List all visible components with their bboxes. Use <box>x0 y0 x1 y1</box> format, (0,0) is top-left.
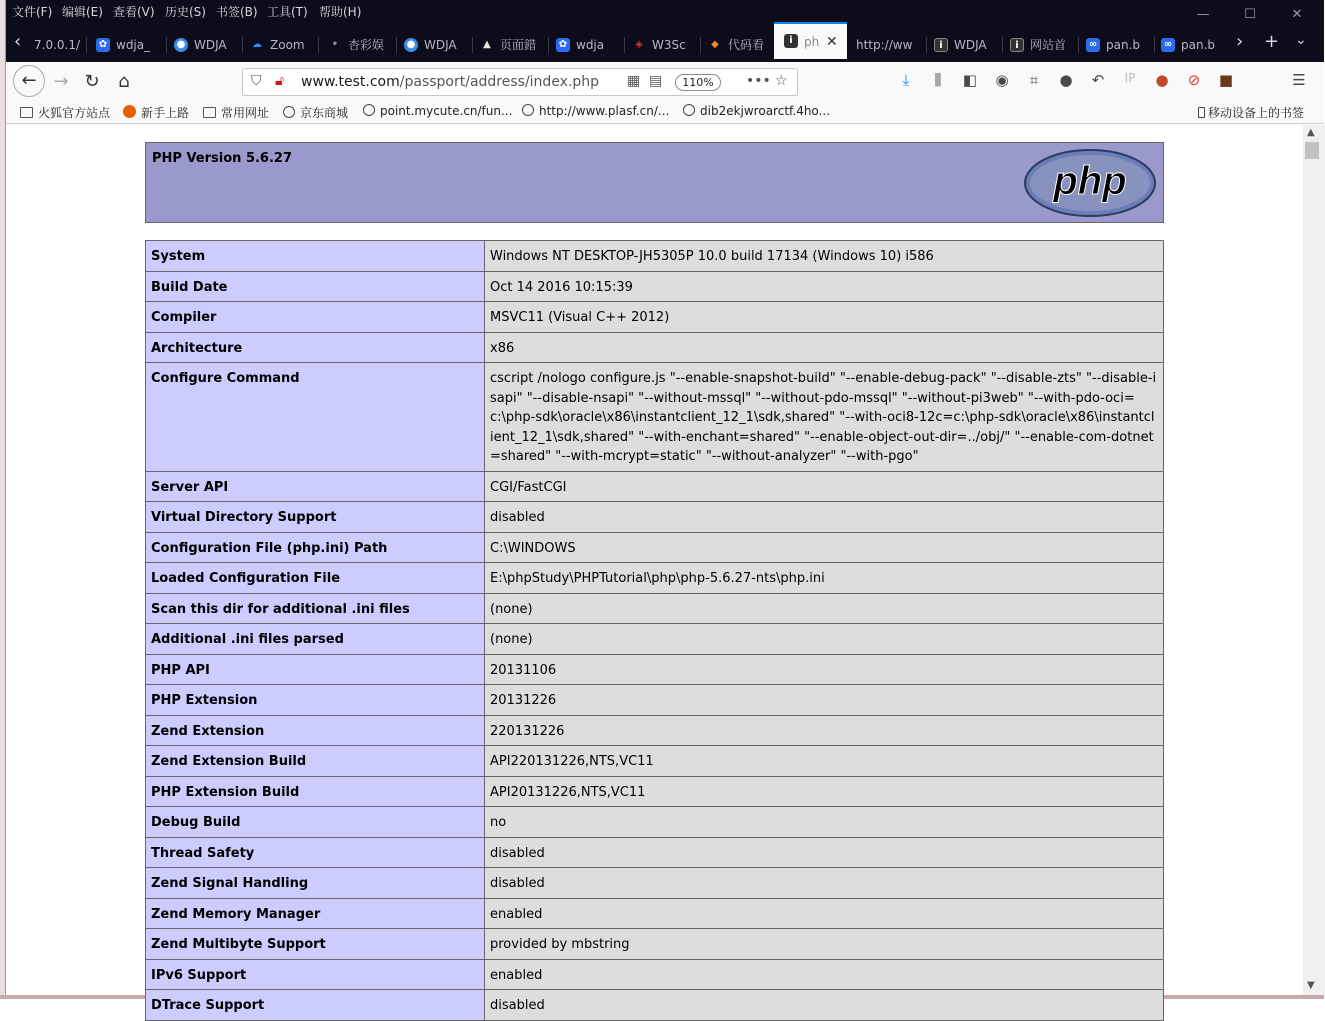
reload-icon[interactable]: ↻ <box>84 71 100 92</box>
baidu-icon: ∞ <box>1161 38 1175 52</box>
info-label: DTrace Support <box>146 990 485 1021</box>
tab-separator <box>86 37 87 53</box>
info-value: 20131226 <box>485 685 1164 716</box>
tab-title: 杏彩娱 <box>348 38 385 52</box>
url-text <box>301 74 599 90</box>
folder-icon <box>203 107 216 118</box>
w3-icon: ◈ <box>635 39 643 50</box>
bookmark-item[interactable] <box>20 104 110 121</box>
info-label: Configuration File (php.ini) Path <box>146 532 485 563</box>
menu-bookmarks[interactable]: 书签(B) <box>216 5 258 19</box>
php-version-title: PHP Version 5.6.27 <box>152 151 293 166</box>
tab-active[interactable] <box>774 22 847 59</box>
info-row <box>146 593 1164 624</box>
bookmark-item[interactable] <box>363 104 512 118</box>
tab-9[interactable] <box>632 30 692 60</box>
folder-icon <box>20 107 33 118</box>
info-value: Windows NT DESKTOP-JH5305P 10.0 build 17134 (Windows 10) i586 <box>485 241 1164 272</box>
info-label: Scan this dir for additional .ini files <box>146 593 485 624</box>
url-path: /passport/address/index.php <box>399 74 600 90</box>
tab-7[interactable] <box>480 30 540 60</box>
new-tab-icon[interactable]: + <box>1264 31 1280 52</box>
globe-icon <box>283 106 295 118</box>
info-row <box>146 898 1164 929</box>
info-row <box>146 746 1164 777</box>
mobile-device-icon <box>1198 107 1205 118</box>
bookmark-item[interactable] <box>123 104 189 121</box>
info-row <box>146 990 1164 1021</box>
info-row <box>146 929 1164 960</box>
bookmark-star-icon[interactable]: ☆ <box>775 73 788 89</box>
library-icon[interactable]: ⫼ <box>934 71 942 89</box>
info-label: Compiler <box>146 302 485 333</box>
info-label: Zend Extension <box>146 715 485 746</box>
paw-icon: ✿ <box>96 38 110 52</box>
browser-window <box>5 0 1324 1013</box>
tab-title: pan.b <box>1181 38 1216 52</box>
forward-arrow-icon[interactable]: → <box>53 71 69 92</box>
home-icon[interactable]: ⌂ <box>118 71 130 92</box>
info-label: PHP Extension Build <box>146 776 485 807</box>
info-value: MSVC11 (Visual C++ 2012) <box>485 302 1164 333</box>
cloud-icon: ☁ <box>252 39 262 50</box>
info-label: Zend Multibyte Support <box>146 929 485 960</box>
tab-title: WDJA <box>424 38 457 52</box>
info-label: PHP Extension <box>146 685 485 716</box>
info-row <box>146 241 1164 272</box>
info-icon: i <box>784 34 798 48</box>
tab-separator <box>624 37 625 53</box>
code-icon: ◆ <box>711 39 719 50</box>
tab-title: pan.b <box>1106 38 1141 52</box>
tab-strip <box>6 22 1324 62</box>
baidu-icon: ∞ <box>1086 38 1100 52</box>
bookmark-label: 移动设备上的书签 <box>1208 106 1305 120</box>
php-info-table <box>145 240 1164 1021</box>
info-value: (none) <box>485 593 1164 624</box>
close-window-icon[interactable]: ✕ <box>1291 7 1303 22</box>
tab-14[interactable] <box>1010 30 1070 60</box>
tab-separator <box>318 37 319 53</box>
tab-3[interactable] <box>174 30 234 60</box>
info-row <box>146 332 1164 363</box>
tab-15[interactable] <box>1086 30 1148 60</box>
info-value: Oct 14 2016 10:15:39 <box>485 271 1164 302</box>
tab-separator <box>926 37 927 53</box>
tab-12[interactable] <box>856 30 920 60</box>
sidebar-icon[interactable]: ◧ <box>962 71 978 89</box>
tab-title: wdja_ <box>116 38 151 52</box>
insecure-lock-icon[interactable]: 🔓︎ <box>275 73 285 89</box>
bookmark-item[interactable] <box>683 104 830 118</box>
tab-separator <box>1078 37 1079 53</box>
bookmark-label: 火狐官方站点 <box>38 106 111 120</box>
info-value: disabled <box>485 502 1164 533</box>
info-value: disabled <box>485 868 1164 899</box>
bookmark-item[interactable] <box>522 104 669 118</box>
download-icon[interactable]: ⤓ <box>902 71 910 89</box>
bookmark-label: point.mycute.cn/fun... <box>380 104 513 118</box>
tab-title: 网站首 <box>1030 38 1067 52</box>
maximize-icon[interactable]: ☐ <box>1244 7 1256 22</box>
info-label: PHP API <box>146 654 485 685</box>
tab-8[interactable] <box>556 30 616 60</box>
tab-title: wdja <box>576 38 605 52</box>
globe-icon <box>363 104 375 116</box>
circle-icon: ● <box>404 38 418 52</box>
info-label: Server API <box>146 471 485 502</box>
tab-1[interactable] <box>34 30 80 60</box>
address-bar[interactable] <box>242 68 798 96</box>
tab-title: W3Sc <box>652 38 686 52</box>
info-row <box>146 502 1164 533</box>
info-value: API220131226,NTS,VC11 <box>485 746 1164 777</box>
info-row <box>146 471 1164 502</box>
tab-title: WDJA <box>954 38 987 52</box>
page-actions-icon[interactable]: ••• <box>746 73 771 89</box>
chat-bubble-icon[interactable]: ● <box>1059 71 1073 89</box>
info-label: Debug Build <box>146 807 485 838</box>
vertical-scrollbar[interactable] <box>1303 125 1325 995</box>
minimize-icon[interactable]: — <box>1196 7 1210 22</box>
circle-icon: ● <box>174 38 188 52</box>
bookmark-label: 常用网址 <box>221 106 270 120</box>
info-value: E:\phpStudy\PHPTutorial\php\php-5.6.27-nts\php.ini <box>485 563 1164 594</box>
tab-title: Zoom <box>270 38 305 52</box>
tab-separator <box>548 37 549 53</box>
info-label: Zend Signal Handling <box>146 868 485 899</box>
tab-4[interactable] <box>250 30 310 60</box>
tab-separator <box>1154 37 1155 53</box>
account-icon[interactable]: ◉ <box>995 71 1009 89</box>
tab-16[interactable] <box>1161 30 1223 60</box>
info-value: disabled <box>485 837 1164 868</box>
block-icon[interactable]: ⊘ <box>1187 71 1201 89</box>
menu-view[interactable]: 查看(V) <box>113 5 155 19</box>
tab-separator <box>472 37 473 53</box>
info-row <box>146 302 1164 333</box>
info-value: 220131226 <box>485 715 1164 746</box>
tab-title: 页面錯 <box>500 38 537 52</box>
hamburger-menu-icon[interactable]: ☰ <box>1292 71 1306 89</box>
info-label: System <box>146 241 485 272</box>
info-row <box>146 685 1164 716</box>
info-row <box>146 271 1164 302</box>
info-icon: i <box>1010 38 1024 52</box>
info-row <box>146 532 1164 563</box>
info-label: IPv6 Support <box>146 959 485 990</box>
info-label: Zend Memory Manager <box>146 898 485 929</box>
info-label: Thread Safety <box>146 837 485 868</box>
extension-avatar-icon[interactable]: ■ <box>1218 71 1234 89</box>
info-label: Configure Command <box>146 363 485 472</box>
info-row <box>146 807 1164 838</box>
info-icon: i <box>934 38 948 52</box>
menu-history[interactable]: 历史(S) <box>165 5 206 19</box>
info-row <box>146 715 1164 746</box>
info-row <box>146 837 1164 868</box>
info-label: Zend Extension Build <box>146 746 485 777</box>
navigation-bar <box>6 62 1324 100</box>
scroll-up-icon[interactable]: ▲ <box>1307 127 1315 138</box>
url-host: www.test.com <box>301 74 400 90</box>
tab-2[interactable] <box>96 30 154 60</box>
ip-icon[interactable]: IP <box>1124 71 1136 85</box>
info-label: Build Date <box>146 271 485 302</box>
page-content <box>6 125 1303 1013</box>
info-label: Architecture <box>146 332 485 363</box>
info-value: disabled <box>485 990 1164 1021</box>
cookie-icon[interactable]: ● <box>1155 71 1169 89</box>
info-value: (none) <box>485 624 1164 655</box>
tab-separator <box>166 37 167 53</box>
bookmarks-bar <box>6 100 1324 124</box>
info-row <box>146 624 1164 655</box>
bookmark-label: dib2ekjwroarctf.4ho... <box>700 104 831 118</box>
dot-icon: • <box>331 39 339 50</box>
php-logo-text: php <box>1053 159 1127 203</box>
tab-6[interactable] <box>404 30 464 60</box>
info-value: CGI/FastCGI <box>485 471 1164 502</box>
bookmark-item[interactable] <box>203 104 269 121</box>
tab-title: 代码看 <box>728 38 765 52</box>
warning-icon: ▲ <box>483 39 491 50</box>
menu-edit[interactable]: 编辑(E) <box>62 5 103 19</box>
tab-separator <box>242 37 243 53</box>
info-row <box>146 563 1164 594</box>
info-row <box>146 654 1164 685</box>
tab-title: http://ww <box>856 38 913 52</box>
info-label: Loaded Configuration File <box>146 563 485 594</box>
firefox-icon <box>123 105 136 118</box>
screenshot-icon[interactable]: ⌗ <box>1029 71 1039 89</box>
info-row <box>146 776 1164 807</box>
globe-icon <box>522 104 534 116</box>
info-value: enabled <box>485 898 1164 929</box>
info-value: no <box>485 807 1164 838</box>
info-value: x86 <box>485 332 1164 363</box>
menu-help[interactable]: 帮助(H) <box>319 5 362 19</box>
tab-separator <box>1002 37 1003 53</box>
menu-file[interactable]: 文件(F) <box>12 5 53 19</box>
bookmark-label: 新手上路 <box>141 106 190 120</box>
qr-code-icon[interactable]: ▦ <box>627 73 641 89</box>
tab-title: 7.0.0.1/ <box>34 38 81 52</box>
scrollbar-thumb[interactable] <box>1305 142 1319 159</box>
menu-tools[interactable]: 工具(T) <box>267 5 308 19</box>
list-tabs-icon[interactable]: ⌄ <box>1295 32 1307 48</box>
info-value: 20131106 <box>485 654 1164 685</box>
info-value: API20131226,NTS,VC11 <box>485 776 1164 807</box>
mobile-bookmarks[interactable] <box>1198 104 1304 121</box>
info-value: cscript /nologo configure.js "--enable-snapshot-build" "--enable-debug-pack" "--disable-zts" "--disable-isapi" "--disable-nsapi" "--without-mssql" "--without-pdo-mssql" "--without-pi3web" "--with-pdo-oci=c:\php-sdk\oracle\x86\instantclient_12_1\sdk,shared" "--with-oci8-12c=c:\php-sdk\oracle\x86\instantclient_12_1\sdk,shared" "--with-enchant=shared" "--enable-object-out-dir=../obj/" "--enable-com-dotnet=shared" "--with-mcrypt=static" "--without-analyzer" "--with-pgo" <box>485 363 1164 472</box>
tab-separator <box>700 37 701 53</box>
tab-title: ph <box>804 35 820 49</box>
paw-icon: ✿ <box>556 38 570 52</box>
tab-title: WDJA <box>194 38 227 52</box>
info-value: provided by mbstring <box>485 929 1164 960</box>
zoom-level-badge[interactable]: 110% <box>675 74 721 91</box>
scroll-tabs-left-icon[interactable]: ‹ <box>14 31 22 52</box>
scroll-down-icon[interactable]: ▼ <box>1307 980 1315 991</box>
info-label: Additional .ini files parsed <box>146 624 485 655</box>
tab-10[interactable] <box>708 30 768 60</box>
globe-icon <box>683 104 695 116</box>
php-logo[interactable] <box>1023 148 1157 222</box>
php-version-header <box>145 142 1164 223</box>
info-label: Virtual Directory Support <box>146 502 485 533</box>
info-row <box>146 868 1164 899</box>
reader-view-icon[interactable]: ▤ <box>649 73 663 89</box>
scroll-tabs-right-icon[interactable]: › <box>1236 31 1244 52</box>
info-row <box>146 363 1164 472</box>
back-arrow-icon[interactable]: ← <box>13 65 45 97</box>
tab-separator <box>396 37 397 53</box>
shield-icon[interactable]: ⛉ <box>251 73 262 89</box>
tab-5[interactable] <box>328 30 388 60</box>
info-value: enabled <box>485 959 1164 990</box>
bookmark-label: http://www.plasf.cn/... <box>539 104 670 118</box>
tab-13[interactable] <box>934 30 994 60</box>
menu-bar <box>6 0 1324 22</box>
info-row <box>146 959 1164 990</box>
undo-arrow-icon[interactable]: ↶ <box>1091 71 1105 89</box>
bookmark-item[interactable] <box>283 104 348 121</box>
close-tab-icon[interactable]: ✕ <box>826 34 838 50</box>
info-value: C:\WINDOWS <box>485 532 1164 563</box>
bookmark-label: 京东商城 <box>300 106 349 120</box>
